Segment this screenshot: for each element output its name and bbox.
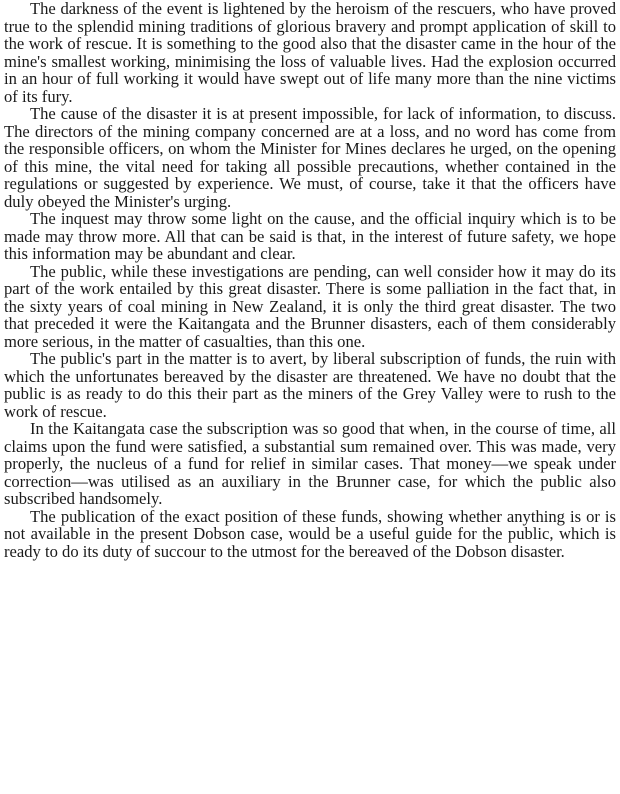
- article-paragraph-1: The darkness of the event is lightened by the heroism of the rescuers, who have proved true to the splendid mining traditions of glorious bravery and prompt application of skill to the work of rescue. It is something to the good also that the disaster came in the hour of the mine's smallest working, minimising the loss of valuable lives. Had the explosion occurred in an hour of full working it would have swept out of life many more than the nine victims of its fury.: [4, 0, 616, 106]
- article-paragraph-4: The public, while these investigations are pending, can well consider how it may do its part of the work entailed by this great disaster. There is some palliation in the fact that, in the sixty years of coal mining in New Zealand, it is only the third great disaster. The two that preceded it were the Kaitangata and the Brunner disasters, each of them considerably more serious, in the matter of casualties, than this one.: [4, 261, 616, 351]
- article-paragraph-2: The cause of the disaster it is at present impossible, for lack of information, to discuss. The directors of the mining company concerned are at a loss, and no word has come from the responsible officers, on whom the Minister for Mines declares he urged, on the opening of this mine, the vital need for taking all possible precautions, whether contained in the regulations or suggested by experience. We must, of course, take it that the officers have duly obeyed the Minister's urging.: [4, 104, 616, 211]
- article-paragraph-6: In the Kaitangata case the subscription was so good that when, in the course of time, all claims upon the fund were satisfied, a substantial sum remained over. This was made, very properly, the nucleus of a fund for relief in similar cases. That money—we speak under correction—was utilised as an auxiliary in the Brunner case, for which the public also subscribed handsomely.: [4, 419, 616, 508]
- article-paragraph-7: The publication of the exact position of these funds, showing whether anything is or is not available in the present Dobson case, would be a useful guide for the public, which is ready to do its duty of succour to the utmost for the bereaved of the Dobson disaster.: [4, 506, 616, 561]
- article-paragraph-3: The inquest may throw some light on the cause, and the official inquiry which is to be made may throw more. All that can be said is that, in the interest of future safety, we hope this information may be abundant and clear.: [4, 209, 616, 263]
- article-paragraph-5: The public's part in the matter is to avert, by liberal subscription of funds, the ruin with which the unfortunates bereaved by the disaster are threatened. We have no doubt that the public is as ready to do this their part as the miners of the Grey Valley were to rush to the work of rescue.: [4, 349, 616, 421]
